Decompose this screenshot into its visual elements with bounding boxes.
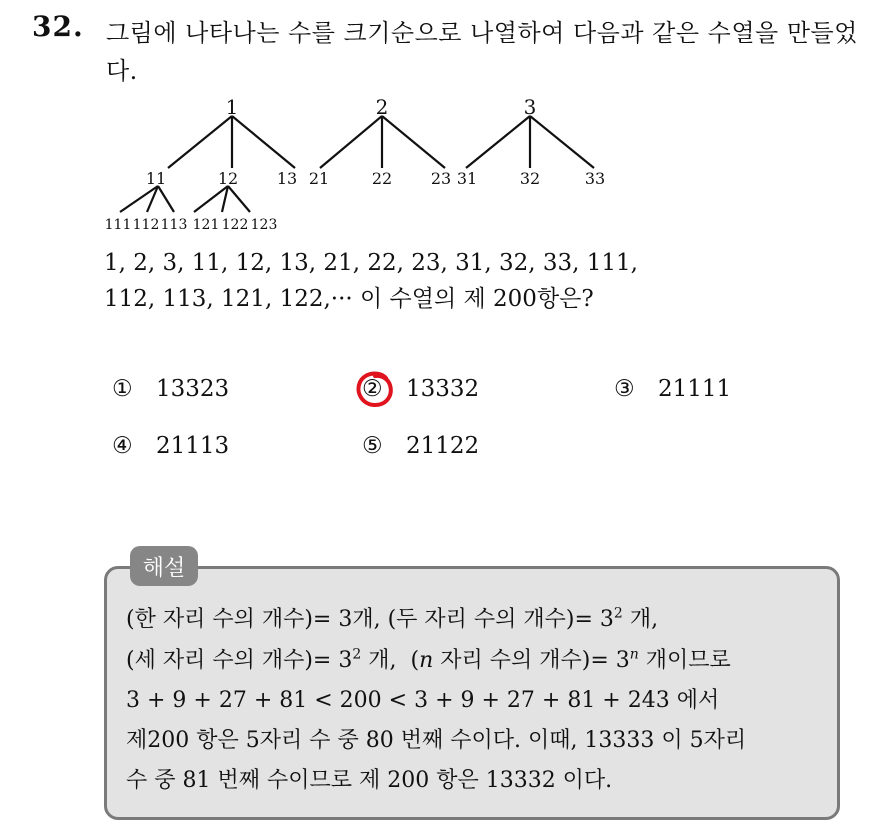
solution-line-4: 제200 항은 5자리 수 중 80 번째 수이다. 이때, 13333 이 5자리 <box>126 728 747 753</box>
choice-mark: ④ <box>112 433 133 459</box>
solution-text: 자리 수의 개수)= 3 <box>433 648 630 673</box>
solution-line-2 <box>126 643 731 674</box>
choice-mark: ② <box>362 376 383 402</box>
exponent: 2 <box>613 605 623 622</box>
tree-node-level2: 31 <box>456 169 478 188</box>
choice-1[interactable] <box>112 376 229 402</box>
choice-5[interactable] <box>362 433 479 459</box>
choice-value: 13323 <box>156 376 230 402</box>
tree-edges <box>120 116 594 212</box>
tree-node-level2: 32 <box>519 169 541 188</box>
solution-text: 개, ( <box>361 648 420 673</box>
tree-node-level3: 122 <box>221 217 249 233</box>
exponent: n <box>629 646 639 663</box>
choice-mark: ⑤ <box>362 433 383 459</box>
tree-node-level2: 22 <box>371 169 393 188</box>
tree-node-level3: 123 <box>250 217 278 233</box>
tree-node-level2: 33 <box>584 169 606 188</box>
solution-text: (한 자리 수의 개수)= 3개, (두 자리 수의 개수)= 3 <box>126 607 614 632</box>
tree-node-level2: 12 <box>217 169 239 188</box>
sequence-line: 112, 113, 121, 122,··· 이 수열의 제 200항은? <box>104 286 594 312</box>
sequence-text <box>104 245 864 317</box>
tree-node-level3: 111 <box>104 217 132 233</box>
question-text: 그림에 나타나는 수를 크기순으로 나열하여 다음과 같은 수열을 만들었다. <box>106 19 858 85</box>
tree-node-level3: 113 <box>160 217 188 233</box>
choice-value: 21111 <box>658 376 732 402</box>
answer-circle-mark <box>355 369 395 409</box>
number-tree-diagram <box>0 0 884 240</box>
choice-value: 21113 <box>156 433 230 459</box>
question-number: 32. <box>32 10 84 43</box>
tree-node-level2: 11 <box>145 169 167 188</box>
tree-node-root: 3 <box>523 95 537 119</box>
solution-line-1 <box>126 602 658 633</box>
tree-node-level2: 21 <box>308 169 330 188</box>
tree-node-level2: 23 <box>430 169 452 188</box>
choice-mark: ③ <box>614 376 635 402</box>
tree-node-level3: 121 <box>192 217 220 233</box>
solution-line-3: 3 + 9 + 27 + 81 < 200 < 3 + 9 + 27 + 81 + 243 에서 <box>126 688 720 713</box>
exponent: 2 <box>352 646 362 663</box>
solution-line-5: 수 중 81 번째 수이므로 제 200 항은 13332 이다. <box>126 768 613 793</box>
choice-value: 13332 <box>406 376 480 402</box>
sequence-line: 1, 2, 3, 11, 12, 13, 21, 22, 23, 31, 32, 33, 111, <box>104 250 638 276</box>
choice-value: 21122 <box>406 433 480 459</box>
choice-4[interactable] <box>112 433 229 459</box>
solution-tag: 해설 <box>130 546 198 586</box>
choice-mark: ① <box>112 376 133 402</box>
tree-node-root: 1 <box>225 95 239 119</box>
tree-node-level3: 112 <box>132 217 160 233</box>
solution-text: (세 자리 수의 개수)= 3 <box>126 648 353 673</box>
variable-n: n <box>419 648 434 673</box>
solution-text: 개, <box>622 607 659 632</box>
solution-text: 개이므로 <box>638 648 731 673</box>
tree-node-root: 2 <box>375 95 389 119</box>
tree-node-level2: 13 <box>276 169 298 188</box>
choice-3[interactable] <box>614 376 731 402</box>
